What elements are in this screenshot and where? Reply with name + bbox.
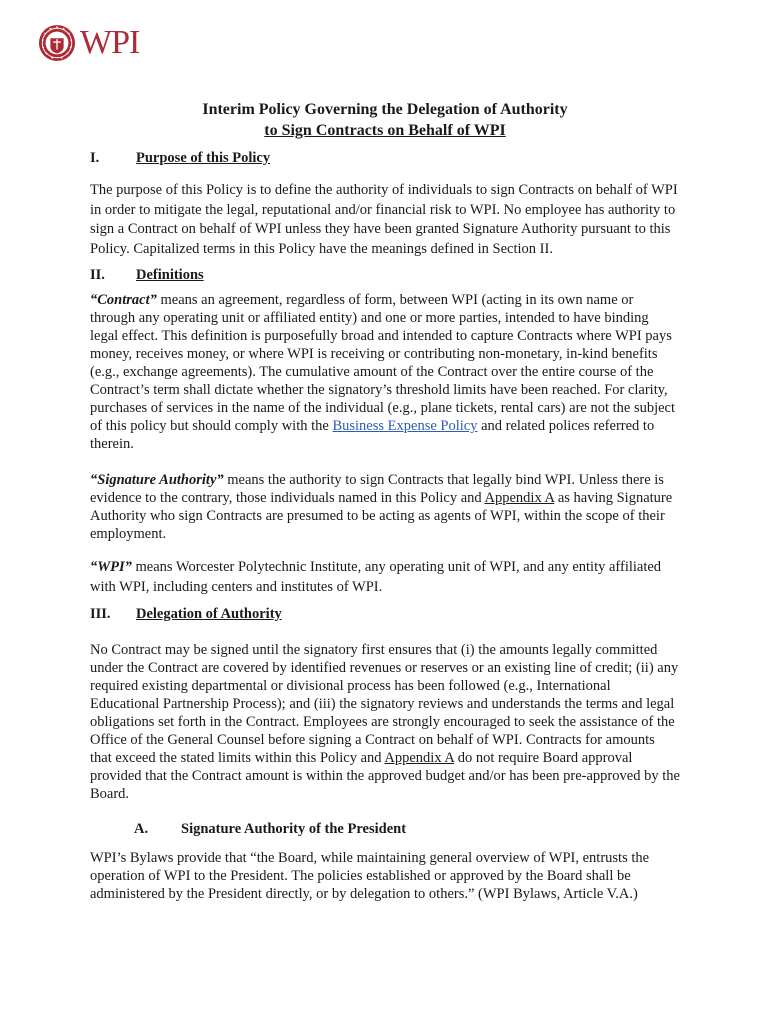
wpi-term: “WPI” bbox=[90, 559, 132, 576]
signature-authority-term: “Signature Authority” bbox=[90, 472, 224, 489]
sig-text-a: means the authority to sign Contracts that legally bind WPI. Unless there is evidence to the contrary, those individuals named in this Policy and bbox=[90, 472, 664, 507]
subsection-a-number: A. bbox=[134, 820, 149, 837]
appendix-a-reference: Appendix A bbox=[484, 490, 555, 507]
section-3-number: III. bbox=[90, 605, 111, 622]
section-3-heading bbox=[90, 605, 680, 623]
contract-definition bbox=[90, 291, 680, 453]
contract-term: “Contract” bbox=[90, 292, 157, 309]
section-2-number: II. bbox=[90, 267, 105, 284]
contract-text-b: and related polices referred to therein. bbox=[90, 418, 655, 453]
delegation-paragraph bbox=[90, 641, 680, 803]
title-line-1: Interim Policy Governing the Delegation of Authority bbox=[202, 101, 568, 118]
section-2-title: Definitions bbox=[136, 267, 204, 284]
wpi-text: means Worcester Polytechnic Institute, any operating unit of WPI, and any entity affiliated with WPI, including centers and institutes of WPI. bbox=[90, 559, 662, 595]
document-title bbox=[90, 99, 680, 141]
contract-text-a: means an agreement, regardless of form, between WPI (acting in its own name or through any operating unit or affiliated entity) and one or more parties, intended to have binding legal effect. This definition is purposefully broad and intended to capture Contracts where WPI pays money, receives money, or where WPI is receiving or contributing non-monetary, in-kind benefits (e.g., exchange agreements). The cumulative amount of the Contract over the entire course of the Contract’s term shall dictate whether the signatory’s threshold limits have been reached. For clarity, purchases of services in the name of the individual (e.g., plane tickets, rental cars) are not the subject of this policy but should comply with the bbox=[90, 292, 676, 435]
subsection-a-title: Signature Authority of the President bbox=[181, 820, 407, 837]
appendix-a-reference-2: Appendix A bbox=[384, 749, 455, 766]
president-authority-paragraph: WPI’s Bylaws provide that “the Board, while maintaining general overview of WPI, entrusts the operation of WPI to the President. The policies established or approved by the Board shall be administered by the President directly, or by delegation to others.” (WPI Bylaws, Article V.A.) bbox=[90, 849, 650, 902]
section-1-heading bbox=[90, 149, 680, 167]
section-1-title: Purpose of this Policy bbox=[136, 150, 271, 166]
title-line-2: to Sign Contracts on Behalf of WPI bbox=[264, 122, 506, 139]
section-2-heading bbox=[90, 266, 680, 284]
wpi-definition bbox=[90, 558, 680, 597]
delegation-text-a: No Contract may be signed until the signatory first ensures that (i) the amounts legally committed under the Contract are covered by identified revenues or reserves or an existing line of credit; (ii) any required existing departmental or divisional process has been followed (e.g., International Educational Partnership Process); and (iii) the signatory reviews and understands the terms and legal obligations set forth in the Contract. Employees are strongly encouraged to seek the assistance of the Office of the General Counsel before signing a Contract on behalf of WPI. Contracts for amounts that exceed the stated limits within this Policy and bbox=[90, 641, 679, 766]
delegation-text-b: do not require Board approval provided that the Contract amount is within the approved budget and/or has been pre-approved by the Board. bbox=[90, 749, 680, 802]
wpi-logo bbox=[38, 24, 139, 62]
purpose-paragraph: The purpose of this Policy is to define the authority of individuals to sign Contracts on behalf of WPI in order to mitigate the legal, reputational and/or financial risk to WPI. No employee has authority to sign a Contract on behalf of WPI unless they have been granted Signature Authority pursuant to this Policy. Capitalized terms in this Policy have the meanings defined in Section II. bbox=[90, 182, 678, 257]
business-expense-policy-link[interactable]: Business Expense Policy bbox=[332, 418, 478, 435]
subsection-a-heading bbox=[134, 820, 680, 838]
signature-authority-definition bbox=[90, 471, 680, 543]
wpi-seal-icon bbox=[38, 24, 76, 62]
logo-wordmark: WPI bbox=[80, 24, 140, 61]
section-1-number: I. bbox=[90, 150, 100, 166]
policy-content bbox=[90, 99, 680, 903]
sig-text-b: as having Signature Authority who sign Contracts are presumed to be acting as agents of WPI, within the scope of their employment. bbox=[90, 490, 673, 543]
section-3-title: Delegation of Authority bbox=[136, 605, 282, 622]
